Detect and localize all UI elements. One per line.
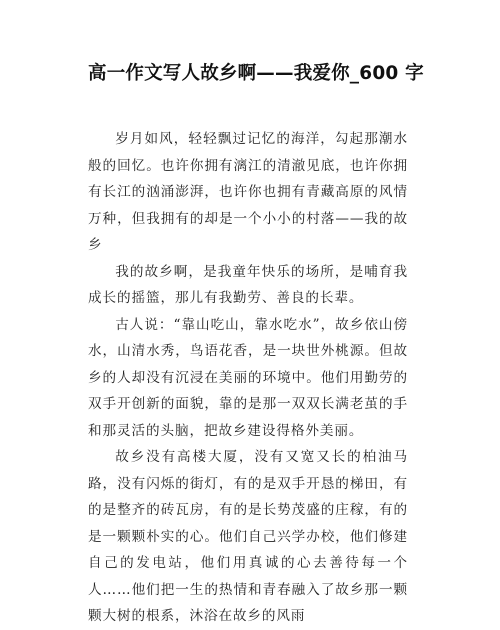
paragraph-4: 故乡没有高楼大厦，没有又宽又长的柏油马路，没有闪烁的街灯，有的是双手开恳的梯田，有的是整齐的砖瓦房，有的是长势茂盛的庄稼，有的是一颗颗朴实的心。他们自己兴学办校，他们修建自己的发电站，他们用真诚的心去善待每一个人……他们把一生的热情和青春融入了故乡那一颗颗大树的根系，沐浴在故乡的风雨 xyxy=(88,449,408,624)
paragraph-3: 古人说：“靠山吃山，靠水吃水”，故乡依山傍水，山清水秀，鸟语花香，是一块世外桃源。但故乡的人却没有沉浸在美丽的环境中。他们用勤劳的双手开创新的面貌，靠的是那一双双长满老茧的手和那灵活的头脑，把故乡建设得格外美丽。 xyxy=(88,316,408,439)
paragraph-1: 岁月如风，轻轻飘过记忆的海洋，勾起那潮水般的回忆。也许你拥有漓江的清澈见底，也许你拥有长江的汹涌澎湃，也许你也拥有青藏高原的风情万种，但我拥有的却是一个小小的村落——我的故乡 xyxy=(88,131,408,253)
document-title: 高一作文写人故乡啊——我爱你_600 字 xyxy=(88,63,424,84)
paragraph-2: 我的故乡啊，是我童年快乐的场所，是哺育我成长的摇篮，那儿有我勤劳、善良的长辈。 xyxy=(88,263,408,306)
